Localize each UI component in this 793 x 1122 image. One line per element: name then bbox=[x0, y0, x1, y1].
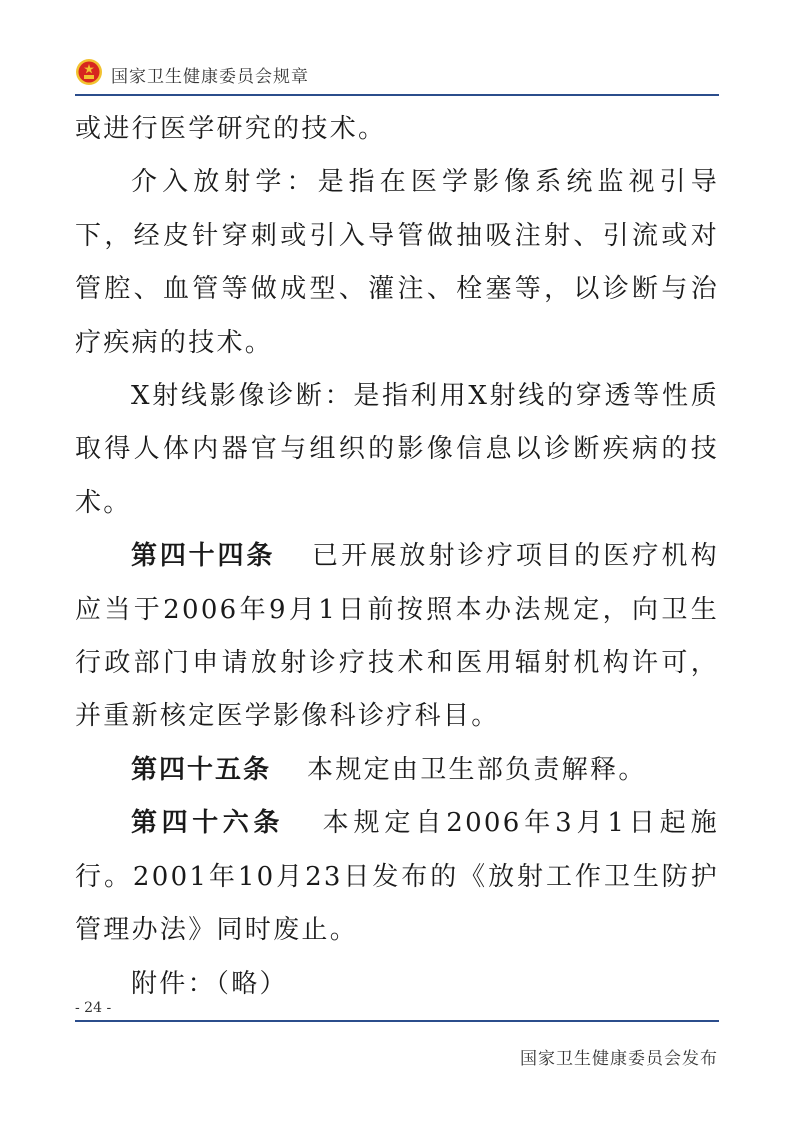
article-44-number: 第四十四条 bbox=[131, 541, 276, 572]
page-number: - 24 - bbox=[75, 1000, 112, 1016]
article-45-number: 第四十五条 bbox=[131, 754, 272, 785]
paragraph-continuation: 或进行医学研究的技术。 bbox=[75, 114, 387, 144]
main-text bbox=[75, 103, 719, 1011]
article-46 bbox=[75, 797, 719, 957]
article-45-text: 本规定由卫生部负责解释。 bbox=[307, 754, 647, 785]
footer-publisher: 国家卫生健康委员会发布 bbox=[520, 1049, 718, 1069]
paragraph-interventional-radiology: 介入放射学：是指在医学影像系统监视引导下，经皮针穿刺或引入导管做抽吸注射、引流或对管腔、血管等做成型、灌注、栓塞等，以诊断与治疗疾病的技术。 bbox=[75, 167, 719, 358]
article-46-number: 第四十六条 bbox=[131, 808, 285, 839]
article-44 bbox=[75, 530, 719, 744]
national-emblem-icon bbox=[75, 58, 103, 86]
page-header bbox=[75, 56, 719, 96]
article-44-text: 已开展放射诊疗项目的医疗机构应当于2006年9月1日前按照本办法规定，向卫生行政部门申请放射诊疗技术和医用辐射机构许可，并重新核定医学影像科诊疗科目。 bbox=[75, 541, 719, 732]
article-45 bbox=[75, 744, 719, 797]
header-title: 国家卫生健康委员会规章 bbox=[111, 67, 309, 87]
footer-divider bbox=[75, 1020, 719, 1022]
paragraph-xray-diagnosis: X射线影像诊断：是指利用X射线的穿透等性质取得人体内器官与组织的影像信息以诊断疾病的技术。 bbox=[75, 381, 719, 518]
article-46-text: 本规定自2006年3月1日起施行。2001年10月23日发布的《放射工作卫生防护管理办法》同时废止。 bbox=[75, 808, 719, 946]
attachment-note: 附件：（略） bbox=[131, 968, 288, 999]
header-divider bbox=[75, 94, 719, 96]
